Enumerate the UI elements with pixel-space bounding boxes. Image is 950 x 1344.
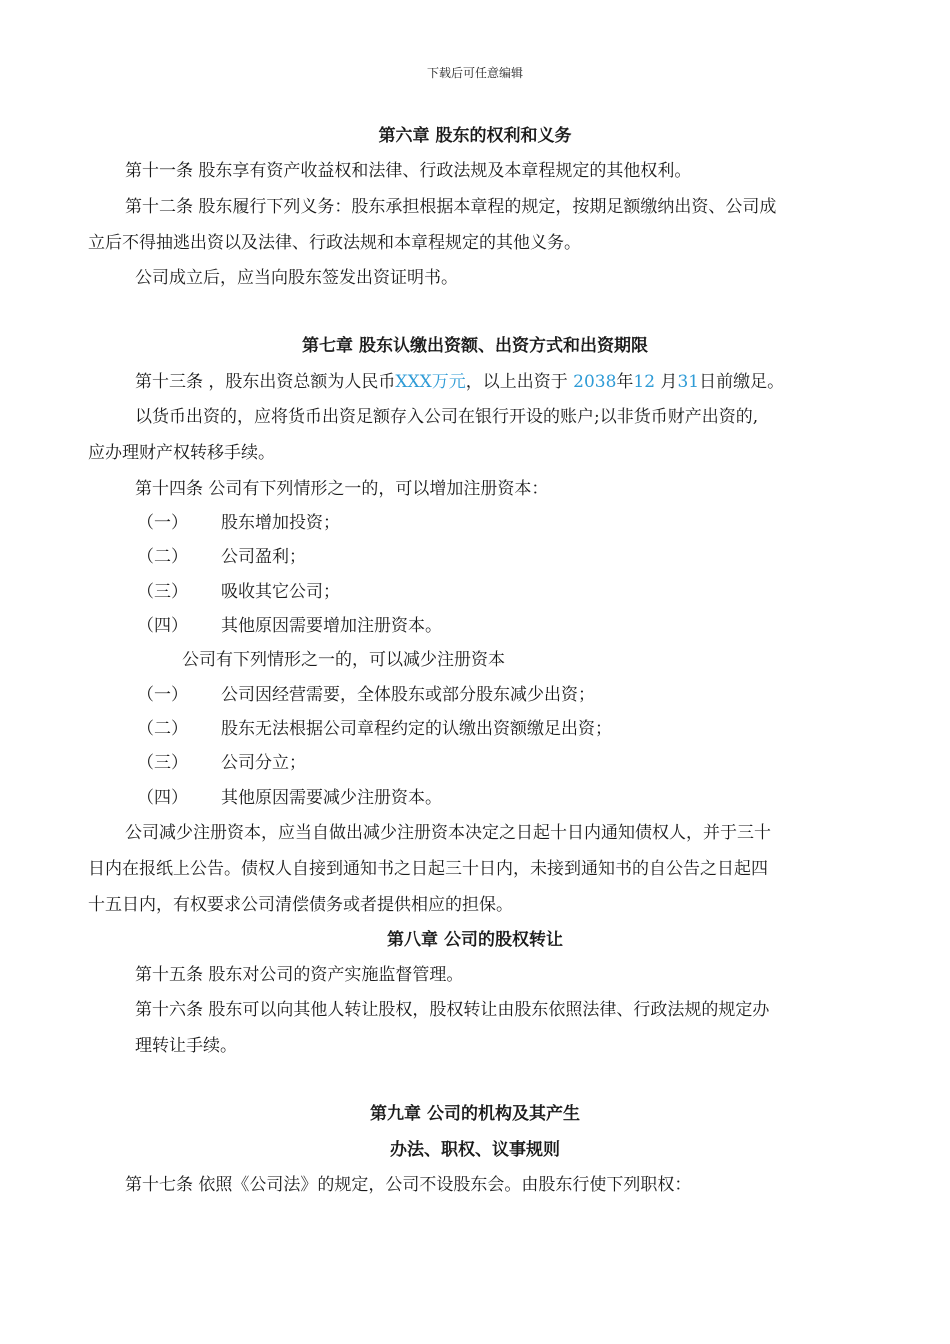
item-number: （四）	[137, 788, 188, 808]
article-13-mid: ，以上出资于	[465, 372, 574, 392]
chapter-6-title: 第六章 股东的权利和义务	[378, 126, 572, 146]
article-14: 第十四条 公司有下列情形之一的，可以增加注册资本：	[135, 479, 549, 499]
increase-item	[137, 580, 340, 604]
item-number: （一）	[137, 513, 188, 533]
chapter-9-subtitle: 办法、职权、议事规则	[390, 1140, 560, 1160]
chapter-7-title: 第七章 股东认缴出资额、出资方式和出资期限	[302, 336, 648, 356]
page-header: 下载后可任意编辑	[426, 66, 523, 80]
item-text: 股东无法根据公司章程约定的认缴出资额缴足出资；	[221, 719, 612, 739]
article-15: 第十五条 股东对公司的资产实施监督管理。	[135, 965, 464, 985]
item-text: 吸收其它公司；	[221, 582, 340, 602]
item-text: 其他原因需要增加注册资本。	[221, 616, 442, 636]
capital-amount: XXX万元	[395, 372, 466, 392]
deadline-year: 2038	[573, 372, 617, 392]
item-text: 公司分立；	[221, 753, 306, 773]
reduce-item	[137, 786, 442, 810]
article-13-suffix: 日前缴足。	[699, 372, 785, 392]
article-12-line-1: 第十二条 股东履行下列义务：股东承担根据本章程的规定，按期足额缴纳出资、公司成	[125, 197, 777, 217]
item-number: （二）	[137, 719, 188, 739]
certificate-clause: 公司成立后，应当向股东签发出资证明书。	[135, 268, 458, 288]
reduction-notice-line-3: 十五日内，有权要求公司清偿债务或者提供相应的担保。	[88, 895, 513, 915]
article-16-line-1: 第十六条 股东可以向其他人转让股权，股权转让由股东依照法律、行政法规的规定办	[135, 1000, 770, 1020]
reduction-notice-line-2: 日内在报纸上公告。债权人自接到通知书之日起三十日内，未接到通知书的自公告之日起四	[88, 859, 768, 879]
reduce-item	[137, 683, 595, 707]
increase-item	[137, 511, 340, 535]
item-number: （二）	[137, 547, 188, 567]
reduce-item	[137, 717, 612, 741]
item-text: 其他原因需要减少注册资本。	[221, 788, 442, 808]
increase-item	[137, 614, 442, 638]
item-number: （一）	[137, 685, 188, 705]
increase-item	[137, 545, 306, 569]
reduction-notice-line-1: 公司减少注册资本，应当自做出减少注册资本决定之日起十日内通知债权人，并于三十	[125, 823, 771, 843]
reduce-intro: 公司有下列情形之一的，可以减少注册资本	[182, 650, 505, 670]
item-text: 公司因经营需要，全体股东或部分股东减少出资；	[221, 685, 595, 705]
chapter-9-title: 第九章 公司的机构及其产生	[370, 1104, 580, 1124]
item-text: 公司盈利；	[221, 547, 306, 567]
article-13-prefix: 第十三条 ，股东出资总额为人民币	[135, 372, 396, 392]
money-contribution-line-2: 应办理财产权转移手续。	[88, 443, 275, 463]
deadline-month: 12	[633, 372, 656, 392]
item-number: （三）	[137, 753, 188, 773]
year-unit: 年	[616, 372, 634, 392]
month-unit: 月	[655, 372, 678, 392]
article-13	[135, 370, 784, 394]
money-contribution-line-1: 以货币出资的，应将货币出资足额存入公司在银行开设的账户;以非货币财产出资的,	[135, 407, 759, 427]
reduce-item	[137, 751, 306, 775]
article-12-line-2: 立后不得抽逃出资以及法律、行政法规和本章程规定的其他义务。	[88, 233, 581, 253]
article-17: 第十七条 依照《公司法》的规定，公司不设股东会。由股东行使下列职权：	[125, 1175, 692, 1195]
article-11: 第十一条 股东享有资产收益权和法律、行政法规及本章程规定的其他权利。	[125, 161, 692, 181]
item-number: （三）	[137, 582, 188, 602]
chapter-8-title: 第八章 公司的股权转让	[387, 930, 563, 950]
item-text: 股东增加投资；	[221, 513, 340, 533]
deadline-day: 31	[677, 372, 700, 392]
item-number: （四）	[137, 616, 188, 636]
article-16-line-2: 理转让手续。	[135, 1036, 237, 1056]
